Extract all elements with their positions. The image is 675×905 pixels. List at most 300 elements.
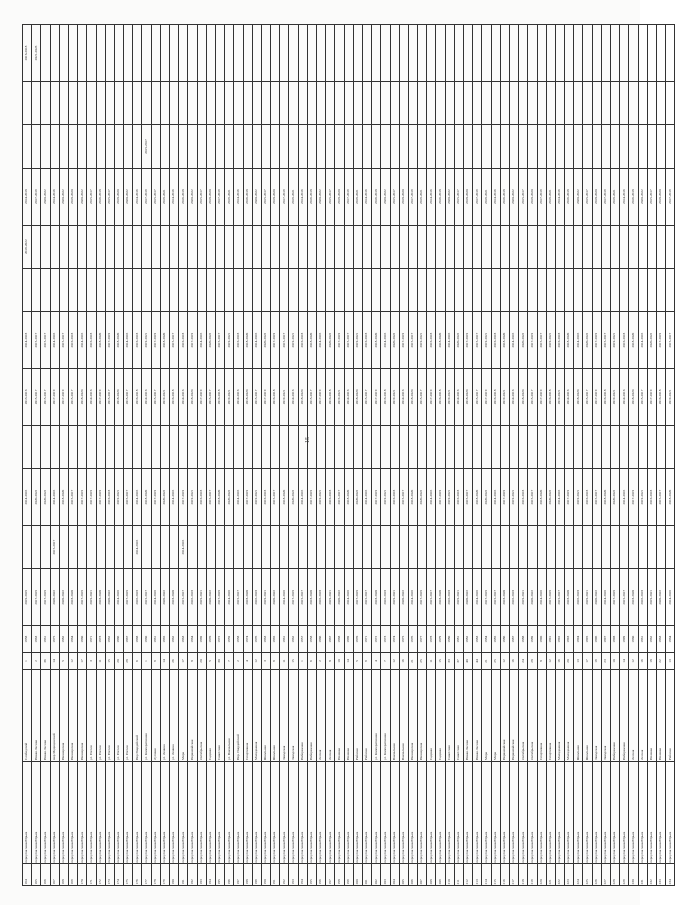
table-cell <box>601 525 610 568</box>
table-cell <box>362 82 371 125</box>
table-cell <box>666 525 675 568</box>
table-cell <box>509 125 518 168</box>
table-cell: 200 <box>353 864 362 886</box>
table-cell: 2016-2018 <box>133 569 142 626</box>
table-cell: 2015-2017 <box>142 569 151 626</box>
table-cell <box>427 268 436 311</box>
table-cell <box>344 225 353 268</box>
table-cell: 2015-2017 <box>583 369 592 426</box>
table-cell: 36 <box>41 653 50 669</box>
table-cell: 2019-2021 <box>160 168 169 225</box>
table-cell <box>647 425 656 468</box>
table-cell <box>170 425 179 468</box>
table-cell: 2014-2016 <box>252 312 261 369</box>
table-cell: 2017-2019 <box>500 469 509 526</box>
table-cell <box>454 425 463 468</box>
table-cell: 2017-2019 <box>32 168 41 225</box>
table-cell <box>399 82 408 125</box>
table-cell: 2014-2016 <box>87 369 96 426</box>
table-cell: 2018-2020 <box>243 312 252 369</box>
table-cell <box>372 82 381 125</box>
table-cell: Спортивная <box>243 669 252 761</box>
table-cell <box>427 525 436 568</box>
table-cell <box>142 25 151 82</box>
table-cell: 222 <box>555 864 564 886</box>
table-cell <box>271 525 280 568</box>
table-cell: 232 <box>647 864 656 886</box>
table-cell: 2014-2016 <box>133 168 142 225</box>
table-cell <box>96 25 105 82</box>
table-cell: 22 <box>656 653 665 669</box>
table-cell <box>546 225 555 268</box>
table-cell: 2019-2021 <box>335 369 344 426</box>
table-cell: переулок маш.Юрьев <box>280 761 289 864</box>
table-cell <box>500 525 509 568</box>
table-cell: 2015-2017 <box>280 312 289 369</box>
table-cell <box>565 125 574 168</box>
table-cell: Вокзальная <box>399 669 408 761</box>
table-cell: 2015-2017 <box>142 125 151 168</box>
table-cell: 2015-2017 <box>656 469 665 526</box>
table-cell <box>243 82 252 125</box>
table-cell: 2014-2016 <box>574 312 583 369</box>
table-cell: 8 <box>326 653 335 669</box>
table-row <box>271 25 280 886</box>
table-cell <box>418 25 427 82</box>
table-cell: Первомайская <box>500 669 509 761</box>
table-cell: 2018-2020 <box>519 369 528 426</box>
table-cell <box>390 268 399 311</box>
table-cell: 1961 <box>280 626 289 653</box>
table-cell <box>78 525 87 568</box>
table-cell: ул. Вокзальная <box>225 669 234 761</box>
table-cell: 2017-2019 <box>353 569 362 626</box>
table-cell: 2015-2017 <box>271 469 280 526</box>
table-cell: 2015-2017 <box>601 312 610 369</box>
table-cell <box>261 82 270 125</box>
table-cell <box>500 268 509 311</box>
table-row <box>59 25 68 886</box>
table-cell <box>234 425 243 468</box>
table-cell <box>32 125 41 168</box>
table-cell: 2017-2019 <box>215 168 224 225</box>
table-cell: 2014-2016 <box>344 369 353 426</box>
table-cell <box>344 268 353 311</box>
table-cell <box>629 268 638 311</box>
table-cell <box>473 425 482 468</box>
table-cell: 2018-2020 <box>170 569 179 626</box>
table-cell: 2017-2019 <box>197 369 206 426</box>
table-cell: 2017-2019 <box>96 369 105 426</box>
table-cell <box>59 25 68 82</box>
table-cell: 2016-2018 <box>656 369 665 426</box>
table-cell <box>243 425 252 468</box>
table-cell: 173 <box>105 864 114 886</box>
table-cell <box>546 82 555 125</box>
table-row <box>280 25 289 886</box>
table-cell: 1995 <box>583 626 592 653</box>
table-cell <box>243 225 252 268</box>
table-cell <box>234 525 243 568</box>
table-cell: 208 <box>427 864 436 886</box>
table-cell: 2016-2018 <box>179 312 188 369</box>
table-cell <box>418 125 427 168</box>
table-cell <box>390 425 399 468</box>
table-cell: 1960 <box>78 626 87 653</box>
table-cell: 230 <box>629 864 638 886</box>
table-cell: Октябрьская <box>528 669 537 761</box>
table-cell: Мира <box>491 669 500 761</box>
table-cell: 1965 <box>160 626 169 653</box>
table-cell: 2016-2018 <box>170 369 179 426</box>
table-row <box>629 25 638 886</box>
table-cell: 2018-2020 <box>629 369 638 426</box>
table-cell: 25 <box>491 653 500 669</box>
table-cell <box>68 425 77 468</box>
table-cell: 2016-2018 <box>620 312 629 369</box>
table-cell <box>170 82 179 125</box>
table-cell: 225 <box>583 864 592 886</box>
table-row <box>482 25 491 886</box>
table-cell: 2018-2020 <box>96 312 105 369</box>
table-cell <box>289 225 298 268</box>
table-cell: переулок маш.Юрьев <box>59 761 68 864</box>
table-cell <box>362 125 371 168</box>
table-cell <box>188 525 197 568</box>
table-cell: 171 <box>87 864 96 886</box>
table-cell <box>326 225 335 268</box>
table-cell: 2019-2021 <box>583 569 592 626</box>
table-cell: 2016-2018 <box>601 369 610 426</box>
table-cell: 2017-2019 <box>537 168 546 225</box>
table-cell <box>151 25 160 82</box>
table-cell <box>565 525 574 568</box>
table-cell <box>528 268 537 311</box>
table-cell: 28 <box>124 653 133 669</box>
table-cell <box>629 225 638 268</box>
table-cell <box>344 525 353 568</box>
table-cell: 2 <box>234 653 243 669</box>
table-cell <box>215 82 224 125</box>
table-cell <box>611 25 620 82</box>
table-cell <box>491 125 500 168</box>
table-cell: 2014-2016 <box>344 569 353 626</box>
table-cell <box>197 82 206 125</box>
table-cell: 21 <box>408 653 417 669</box>
table-cell: 1957 <box>298 626 307 653</box>
table-cell: 2014-2016 <box>666 569 675 626</box>
table-cell <box>105 525 114 568</box>
table-cell: 188 <box>243 864 252 886</box>
table-cell: 2016-2018 <box>565 168 574 225</box>
table-cell: 165 <box>32 864 41 886</box>
table-cell: 2018-2020 <box>280 469 289 526</box>
table-cell: 2019-2021 <box>546 312 555 369</box>
table-cell <box>574 268 583 311</box>
table-cell <box>537 125 546 168</box>
table-row <box>454 25 463 886</box>
table-cell: 2014-2016 <box>537 569 546 626</box>
table-cell: Пер. Гвардейский <box>234 669 243 761</box>
table-cell <box>629 25 638 82</box>
table-cell <box>647 268 656 311</box>
table-cell: переулок маш.Юрьев <box>271 761 280 864</box>
table-cell: 2016-2018 <box>271 369 280 426</box>
table-cell <box>353 268 362 311</box>
table-cell: Советская <box>454 669 463 761</box>
table-cell <box>114 425 123 468</box>
table-cell: 2019-2021 <box>390 369 399 426</box>
table-cell: 2020-2022 <box>592 569 601 626</box>
table-cell <box>656 425 665 468</box>
table-cell: 2019-2021 <box>574 469 583 526</box>
table-cell: 1983 <box>473 626 482 653</box>
table-cell <box>482 125 491 168</box>
table-cell: 2017-2019 <box>215 569 224 626</box>
table-cell <box>509 225 518 268</box>
table-cell <box>537 268 546 311</box>
table-row <box>408 25 417 886</box>
table-cell: переулок маш.Юрьев <box>23 761 32 864</box>
table-cell <box>519 82 528 125</box>
table-cell: 217 <box>509 864 518 886</box>
table-cell <box>528 25 537 82</box>
table-cell: 21 <box>482 653 491 669</box>
table-cell: 2018-2020 <box>500 312 509 369</box>
table-row <box>105 25 114 886</box>
table-cell: ул. Гоголя <box>114 669 123 761</box>
table-cell <box>611 125 620 168</box>
table-cell <box>317 125 326 168</box>
table-cell <box>317 225 326 268</box>
table-cell: переулок маш.Юрьев <box>427 761 436 864</box>
table-cell <box>317 82 326 125</box>
table-cell: 11 <box>427 653 436 669</box>
table-cell: 13 <box>666 653 675 669</box>
table-cell <box>234 268 243 311</box>
table-cell <box>629 425 638 468</box>
table-cell: 1963 <box>179 626 188 653</box>
table-cell: 2016-2018 <box>454 469 463 526</box>
table-row <box>656 25 665 886</box>
table-cell: 2016-2018 <box>491 369 500 426</box>
table-cell: 2014-2016 <box>381 312 390 369</box>
table-cell <box>647 225 656 268</box>
table-cell: 2017-2019 <box>105 312 114 369</box>
table-cell: 12 <box>546 653 555 669</box>
table-cell <box>261 225 270 268</box>
table-cell: Школьная <box>261 669 270 761</box>
table-cell: 2015-2017 <box>206 369 215 426</box>
table-cell: 1975 <box>50 626 59 653</box>
table-cell: 2017-2019 <box>666 168 675 225</box>
table-cell <box>390 125 399 168</box>
table-cell: 2018-2020 <box>114 168 123 225</box>
table-cell <box>592 82 601 125</box>
table-cell <box>124 268 133 311</box>
table-row <box>500 25 509 886</box>
table-cell: 2019-2021 <box>611 369 620 426</box>
table-cell: 2015-2017 <box>298 569 307 626</box>
table-cell: 2019-2021 <box>188 469 197 526</box>
table-cell: переулок маш.Юрьев <box>583 761 592 864</box>
table-cell <box>96 425 105 468</box>
table-cell <box>519 425 528 468</box>
table-cell: 1975 <box>399 626 408 653</box>
table-cell <box>519 268 528 311</box>
table-cell: 1967 <box>124 626 133 653</box>
table-cell <box>381 525 390 568</box>
table-cell: 191 <box>271 864 280 886</box>
table-cell: 1998 <box>611 626 620 653</box>
table-cell: ул. Гоголя <box>87 669 96 761</box>
table-cell: 2018-2020 <box>298 369 307 426</box>
table-cell <box>445 525 454 568</box>
table-cell <box>555 525 564 568</box>
table-cell <box>41 525 50 568</box>
table-cell <box>188 82 197 125</box>
table-cell: 1986 <box>500 626 509 653</box>
table-cell: ул. Кооперативная <box>372 669 381 761</box>
table-cell <box>491 25 500 82</box>
table-cell: 5 <box>59 653 68 669</box>
table-cell: 2016-2018 <box>261 469 270 526</box>
table-cell: 2016-2018 <box>372 168 381 225</box>
table-cell: 2015-2017 <box>592 469 601 526</box>
table-cell: 2015-2017 <box>638 369 647 426</box>
table-cell <box>555 425 564 468</box>
table-cell: 2020-2022 <box>206 569 215 626</box>
table-row <box>620 25 629 886</box>
table-cell: 1962 <box>647 626 656 653</box>
table-cell: Полевая <box>656 669 665 761</box>
table-cell <box>509 425 518 468</box>
table-cell: 2017-2019 <box>87 469 96 526</box>
table-cell <box>151 82 160 125</box>
table-cell: 2017-2019 <box>124 569 133 626</box>
table-cell: 2017-2019 <box>611 569 620 626</box>
table-cell: 2014-2016 <box>234 369 243 426</box>
table-cell <box>482 82 491 125</box>
table-cell <box>638 268 647 311</box>
table-cell: 2017-2019 <box>271 312 280 369</box>
table-row <box>592 25 601 886</box>
table-row <box>528 25 537 886</box>
table-cell: Спортивная <box>546 669 555 761</box>
table-cell <box>528 125 537 168</box>
table-cell <box>436 25 445 82</box>
table-cell <box>565 82 574 125</box>
table-cell <box>454 268 463 311</box>
table-cell <box>105 125 114 168</box>
table-cell: 2016-2018 <box>546 369 555 426</box>
table-cell: 229 <box>620 864 629 886</box>
table-cell: 2017-2019 <box>473 168 482 225</box>
table-cell: 16 <box>638 653 647 669</box>
table-cell <box>647 125 656 168</box>
table-cell <box>464 425 473 468</box>
table-cell <box>50 82 59 125</box>
table-cell: Школьная <box>574 669 583 761</box>
table-cell: переулок маш.Юрьев <box>170 761 179 864</box>
table-cell: 2019-2021 <box>500 369 509 426</box>
table-cell <box>215 125 224 168</box>
table-cell: Рабочая <box>353 669 362 761</box>
table-row <box>390 25 399 886</box>
table-cell: 2018-2020 <box>206 168 215 225</box>
table-cell: 206 <box>408 864 417 886</box>
table-cell <box>170 268 179 311</box>
table-cell: 2017-2019 <box>565 469 574 526</box>
table-cell: 4 <box>243 653 252 669</box>
table-cell: 2017-2019 <box>427 369 436 426</box>
table-cell <box>271 425 280 468</box>
table-cell <box>96 225 105 268</box>
table-cell: переулок маш.Юрьев <box>445 761 454 864</box>
table-cell <box>464 25 473 82</box>
table-cell: 2015-2017 <box>473 312 482 369</box>
table-cell <box>23 525 32 568</box>
table-cell: Полевая <box>335 669 344 761</box>
table-cell <box>353 425 362 468</box>
table-cell: 216 <box>500 864 509 886</box>
table-cell <box>124 82 133 125</box>
table-cell: Луговая <box>151 669 160 761</box>
table-cell <box>151 525 160 568</box>
table-cell: 2019-2021 <box>280 369 289 426</box>
table-cell: 2018-2020 <box>464 369 473 426</box>
table-cell: 2018-2020 <box>601 469 610 526</box>
table-cell <box>206 425 215 468</box>
table-cell <box>317 25 326 82</box>
register-table-body <box>23 25 675 886</box>
table-cell: 2018-2020 <box>565 312 574 369</box>
table-cell <box>473 268 482 311</box>
table-cell <box>408 425 417 468</box>
table-cell <box>381 225 390 268</box>
table-cell: 2019-2021 <box>317 469 326 526</box>
table-row <box>142 25 151 886</box>
table-cell <box>638 25 647 82</box>
table-cell: 2013-2016 <box>23 369 32 426</box>
table-cell: Лесная <box>326 669 335 761</box>
table-cell <box>78 425 87 468</box>
table-cell <box>555 82 564 125</box>
table-cell <box>87 525 96 568</box>
table-cell <box>59 125 68 168</box>
table-cell <box>326 268 335 311</box>
table-cell: 1958 <box>307 626 316 653</box>
table-cell: 2016-2018 <box>390 469 399 526</box>
table-cell: 218 <box>519 864 528 886</box>
table-cell <box>151 425 160 468</box>
table-cell: 2015-2017 <box>41 312 50 369</box>
table-cell: Рабочая <box>362 669 371 761</box>
table-cell: переулок маш.Юрьев <box>638 761 647 864</box>
table-cell <box>133 268 142 311</box>
table-cell <box>298 82 307 125</box>
table-cell: 2018-2020 <box>436 312 445 369</box>
table-row <box>234 25 243 886</box>
table-cell: 2018-2020 <box>399 168 408 225</box>
table-cell <box>41 268 50 311</box>
table-cell: 219 <box>528 864 537 886</box>
table-cell: 2017-2019 <box>601 168 610 225</box>
table-cell <box>59 268 68 311</box>
table-cell: 2015-2017 <box>666 312 675 369</box>
table-cell: 2017-2019 <box>546 569 555 626</box>
table-cell: 2020-2022 <box>317 168 326 225</box>
